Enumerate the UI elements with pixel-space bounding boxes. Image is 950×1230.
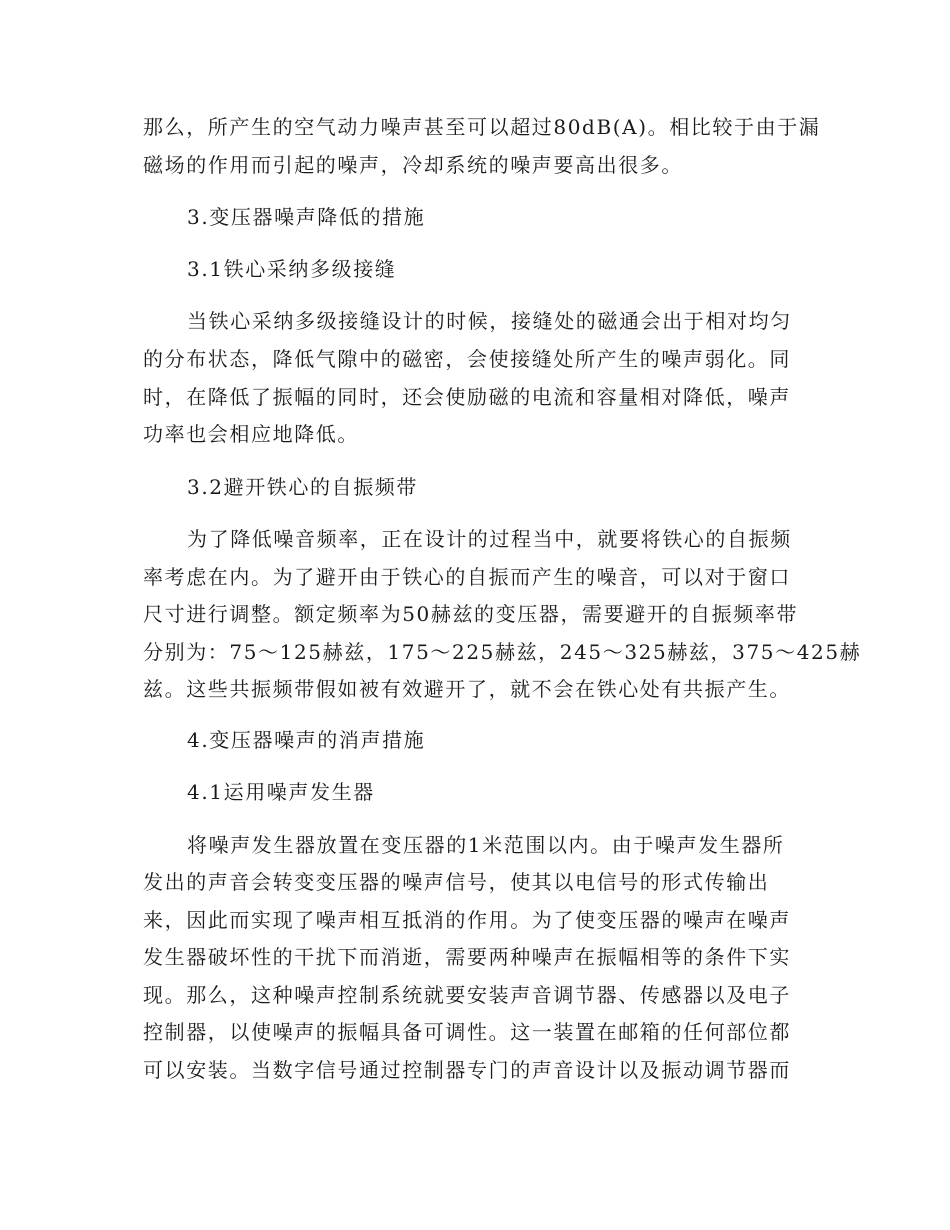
subsection-heading: 4.1运用噪声发生器 bbox=[187, 780, 375, 804]
text-line: 可以安装。当数字信号通过控制器专门的声音设计以及振动调节器而 bbox=[143, 1058, 791, 1082]
text-line: 功率也会相应地降低。 bbox=[143, 422, 359, 446]
text-line: 时，在降低了振幅的同时，还会使励磁的电流和容量相对降低，噪声 bbox=[143, 385, 791, 409]
text-line: 将噪声发生器放置在变压器的1米范围以内。由于噪声发生器所 bbox=[187, 833, 785, 857]
text-line: 控制器，以使噪声的振幅具备可调性。这一装置在邮箱的任何部位都 bbox=[143, 1020, 791, 1044]
text-line: 尺寸进行调整。额定频率为50赫兹的变压器，需要避开的自振频率带 bbox=[143, 602, 799, 626]
subsection-heading: 3.2避开铁心的自振频带 bbox=[187, 475, 419, 499]
section-heading: 3.变压器噪声降低的措施 bbox=[187, 205, 426, 229]
text-line: 发出的声音会转变变压器的噪声信号，使其以电信号的形式传输出 bbox=[143, 870, 770, 894]
text-line: 兹。这些共振频带假如被有效避开了，就不会在铁心处有共振产生。 bbox=[143, 677, 791, 701]
text-line: 率考虑在内。为了避开由于铁心的自振而产生的噪音，可以对于窗口 bbox=[143, 565, 791, 589]
text-line: 为了降低噪音频率，正在设计的过程当中，就要将铁心的自振频 bbox=[187, 527, 792, 551]
text-line: 现。那么，这种噪声控制系统就要安装声音调节器、传感器以及电子 bbox=[143, 983, 791, 1007]
text-line: 发生器破坏性的干扰下而消逝，需要两种噪声在振幅相等的条件下实 bbox=[143, 945, 791, 969]
text-line: 的分布状态，降低气隙中的磁密，会使接缝处所产生的噪声弱化。同 bbox=[143, 347, 791, 371]
text-line: 分别为：75～125赫兹，175～225赫兹，245～325赫兹，375～425赫 bbox=[143, 640, 862, 664]
text-line: 那么，所产生的空气动力噪声甚至可以超过80dB(A)。相比较于由于漏 bbox=[143, 115, 821, 139]
section-heading: 4.变压器噪声的消声措施 bbox=[187, 728, 426, 752]
text-line: 磁场的作用而引起的噪声，冷却系统的噪声要高出很多。 bbox=[143, 153, 683, 177]
subsection-heading: 3.1铁心采纳多级接缝 bbox=[187, 257, 397, 281]
text-line: 来，因此而实现了噪声相互抵消的作用。为了使变压器的噪声在噪声 bbox=[143, 908, 791, 932]
text-line: 当铁心采纳多级接缝设计的时候，接缝处的磁通会出于相对均匀 bbox=[187, 309, 792, 333]
